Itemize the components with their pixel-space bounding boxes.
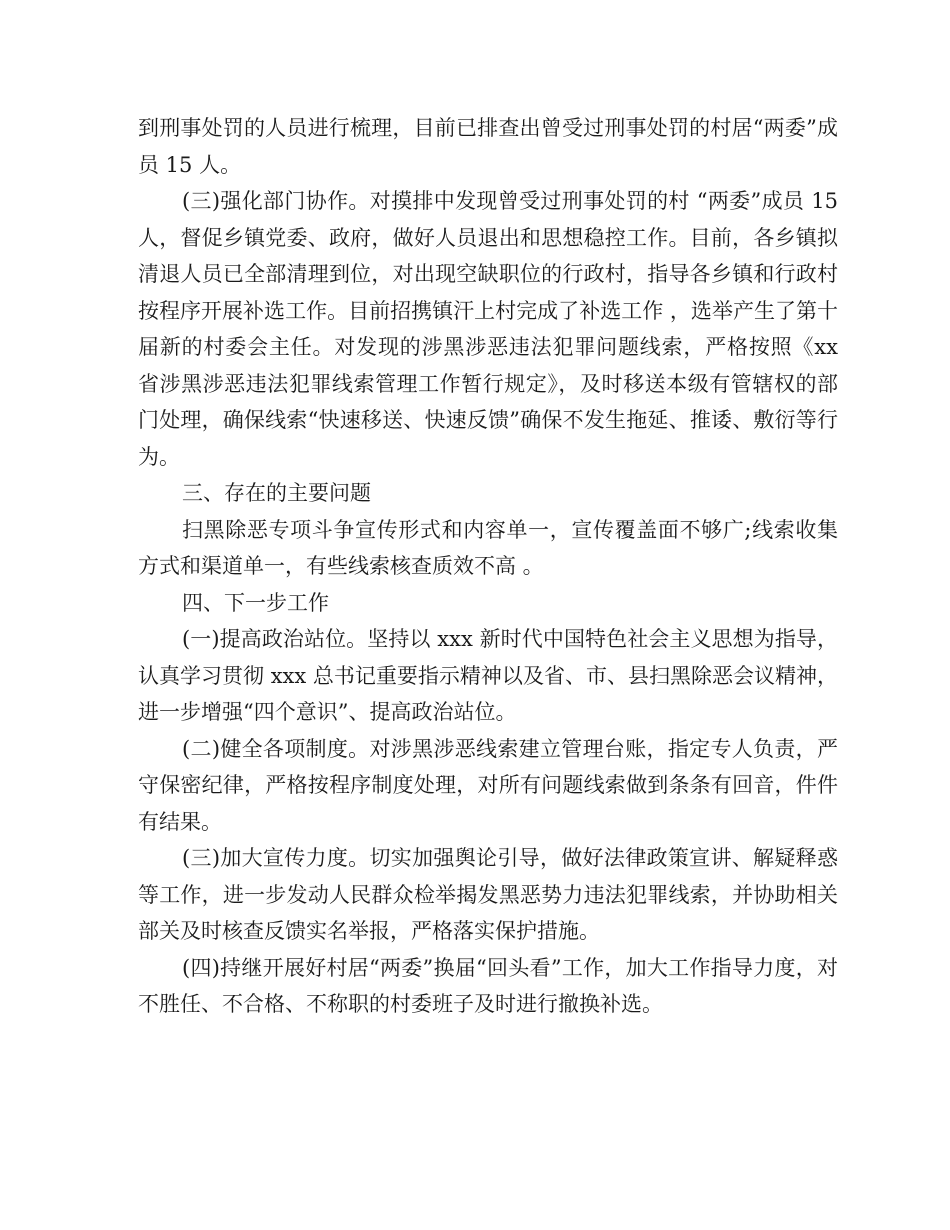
paragraph-problems: 扫黑除恶专项斗争宣传形式和内容单一，宣传覆盖面不够广;线索收集方式和渠道单一，有些线索核查质效不高 。 <box>138 517 838 578</box>
section-heading-next-steps: 四、下一步工作 <box>182 590 329 615</box>
section-heading-problems: 三、存在的主要问题 <box>182 481 371 505</box>
paragraph-political-stance: (一)提高政治站位。坚持以 xxx 新时代中国特色社会主义思想为指导，认真学习贯彻 xxx 总书记重要指示精神以及省、市、县扫黑除恶会议精神，进一步增强“四个意识”、提高政治站位。 <box>138 627 838 724</box>
paragraph-dept-coordination: (三)强化部门协作。对摸排中发现曾受过刑事处罚的村 “两委”成员 15 人，督促乡镇党委、政府，做好人员退出和思想稳控工作。目前，各乡镇拟清退人员已全部清理到位，对出现空缺职位的行政村，指导各乡镇和行政村按程序开展补选工作。目前招携镇汗上村完成了补选工作 ，选举产生了第十届新的村委会主任。对发现的涉黑涉恶违法犯罪问题线索，严格按照《xx 省涉黑涉恶违法犯罪线索管理工作暂行规定》，及时移送本级有管辖权的部门处理，确保线索“快速移送、快速反馈”确保不发生拖延、推诿、敷衍等行为。 <box>138 189 838 469</box>
paragraph-publicity: (三)加大宣传力度。切实加强舆论引导，做好法律政策宣讲、解疑释惑等工作，进一步发动人民群众检举揭发黑恶势力违法犯罪线索，并协助相关部关及时核查反馈实名举报，严格落实保护措施。 <box>138 846 838 943</box>
paragraph-systems: (二)健全各项制度。对涉黑涉恶线索建立管理台账，指定专人负责，严守保密纪律，严格按程序制度处理，对所有问题线索做到条条有回音，件件有结果。 <box>138 736 838 834</box>
document-body <box>138 110 838 1023</box>
paragraph-review: (四)持继开展好村居“两委”换届“回头看”工作，加大工作指导力度，对不胜任、不合格、不称职的村委班子及时进行撤换补选。 <box>138 955 838 1016</box>
paragraph-continuation: 到刑事处罚的人员进行梳理，目前已排查出曾受过刑事处罚的村居“两委”成员 15 人。 <box>138 116 838 177</box>
